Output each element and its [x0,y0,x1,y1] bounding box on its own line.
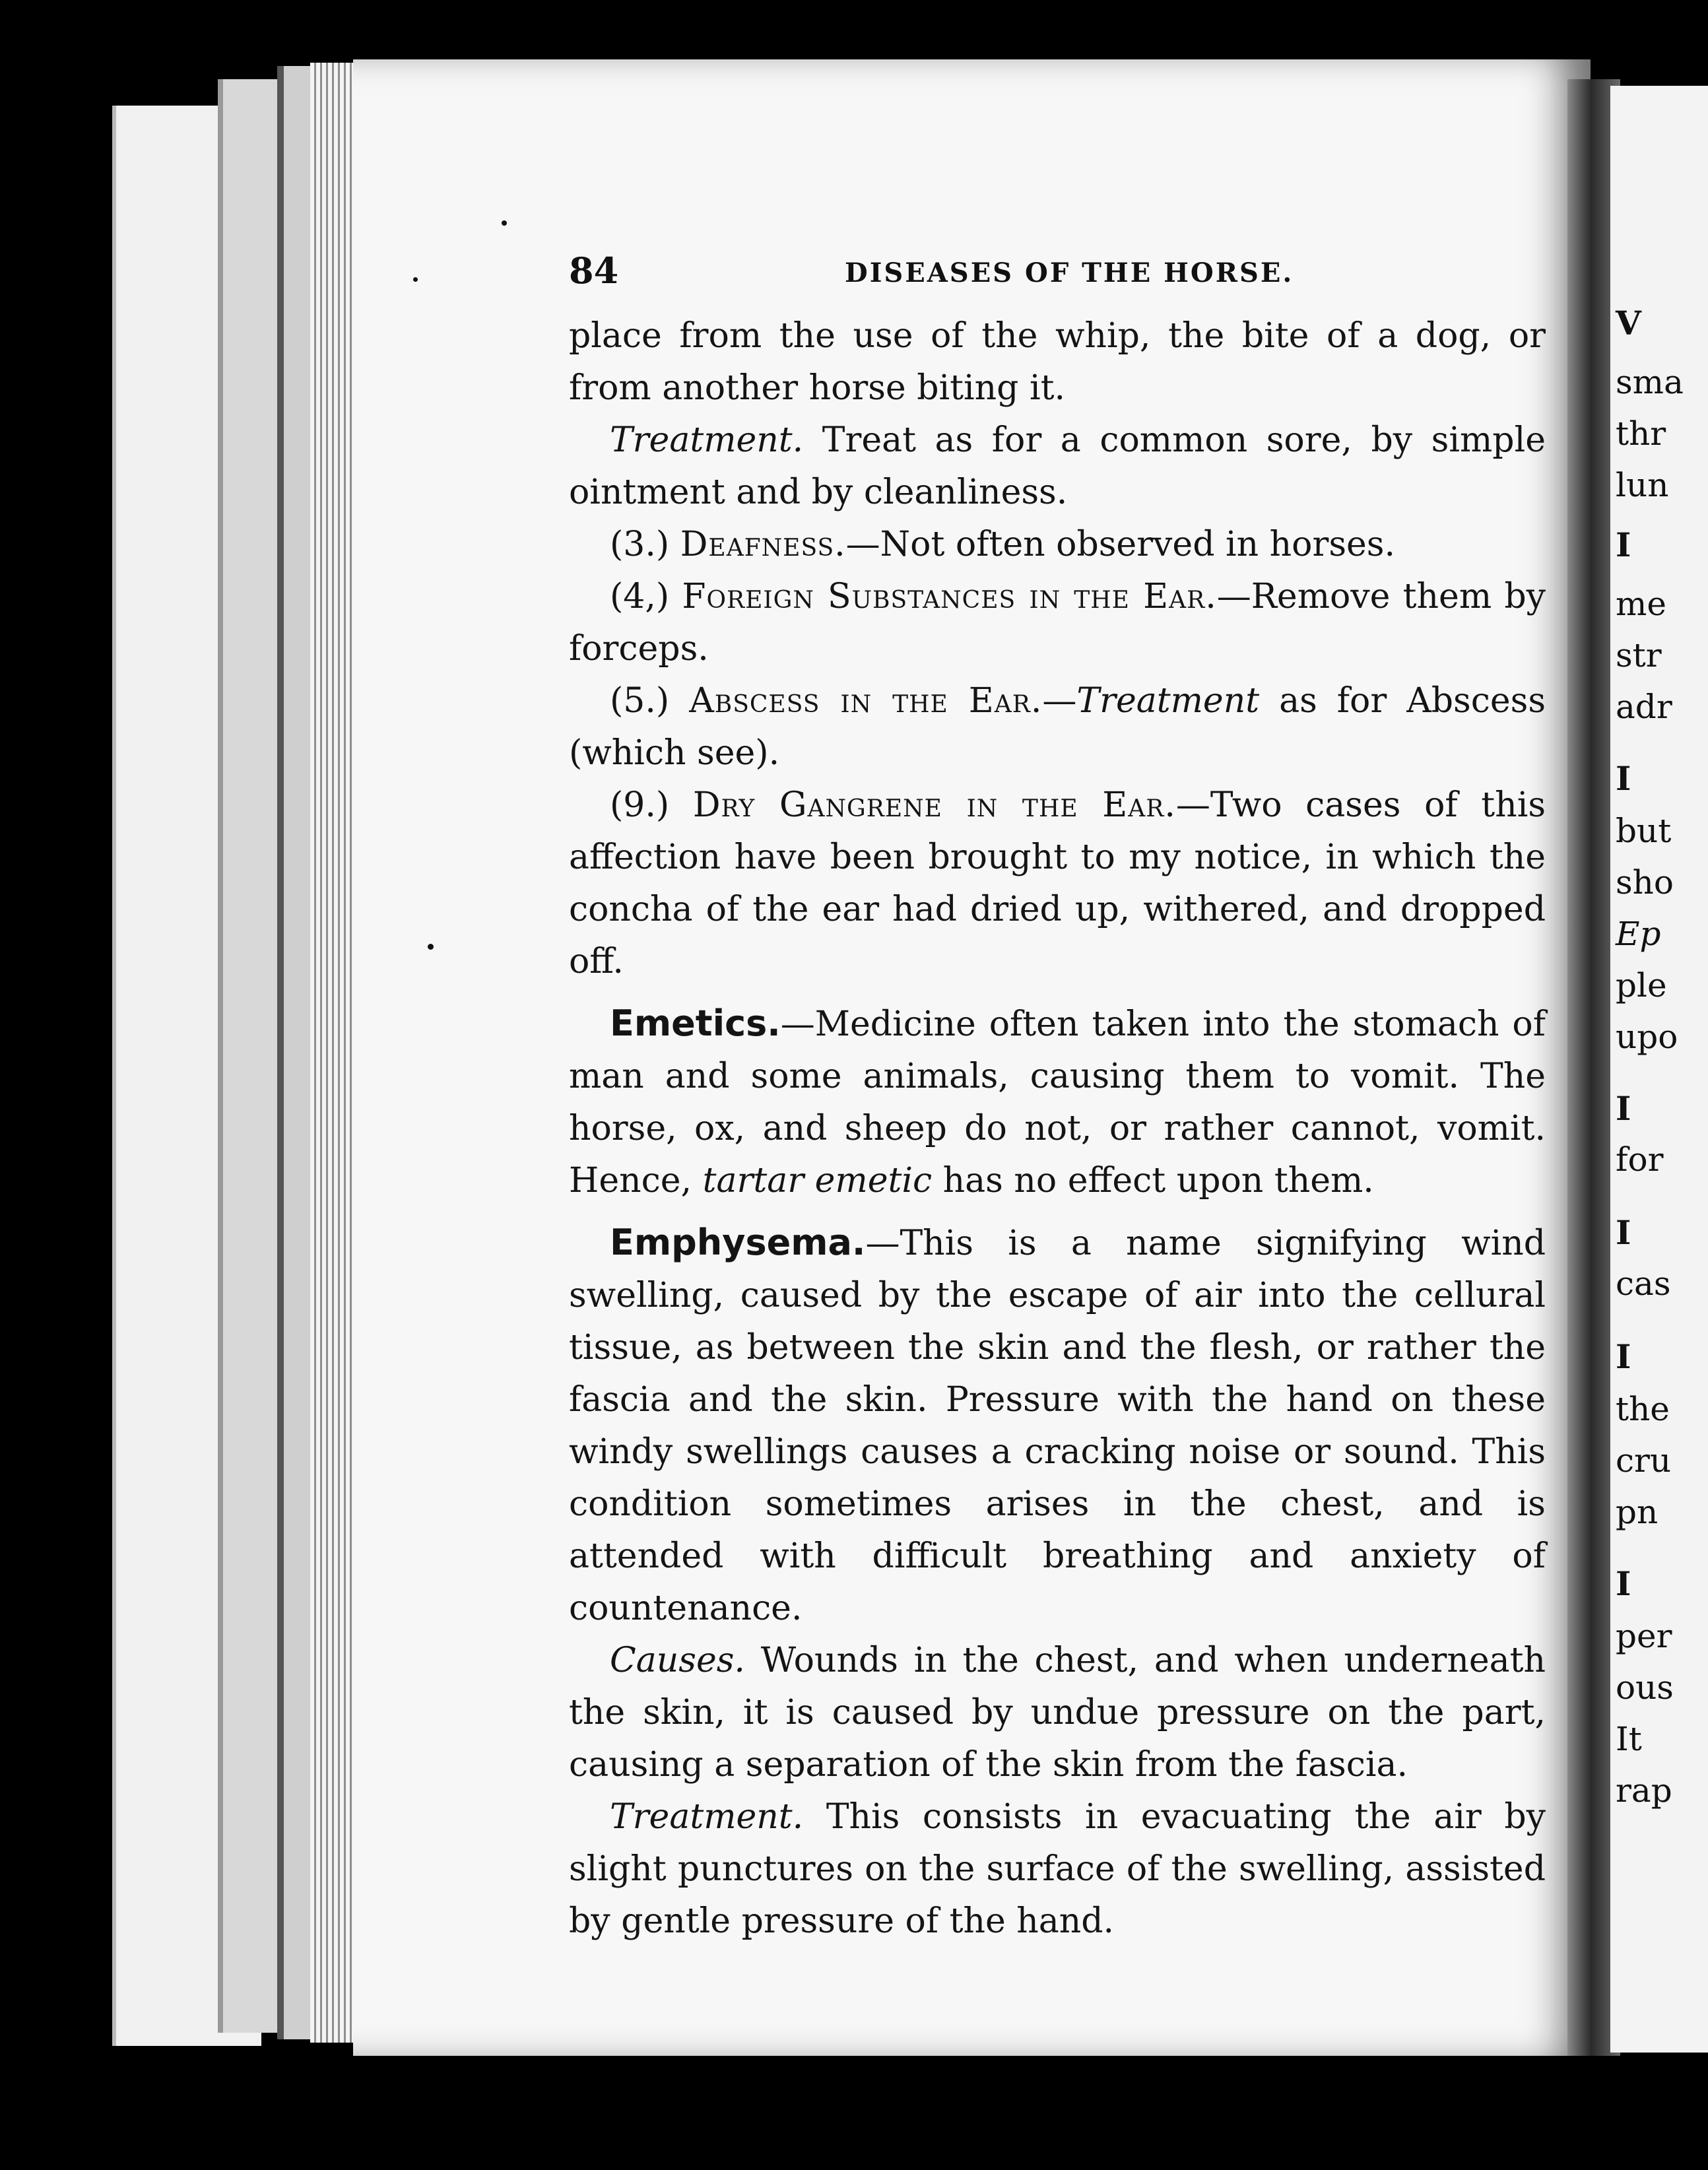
treatment-label: Treatment. [610,1797,804,1837]
scan-speck [413,277,418,282]
page-stack-edges [310,63,356,2043]
paragraph-text: —Medicine often taken into the stomach of man and some animals, causing them to vomit. The horse, ox, and sheep do not, or rather cannot, vomit. Hence, [569,1004,1546,1200]
treatment-label: Treatment [1076,681,1260,721]
paragraph [569,1791,1546,1948]
paragraph-text: Treat as for a common sore, by simple ointment and by cleanliness. [569,420,1546,512]
paragraph-text: —Remove them by forceps. [569,577,1546,669]
entry-emetics [569,997,1546,1207]
facing-line: pn [1616,1493,1659,1531]
facing-line: I [1616,1089,1631,1128]
facing-line: It [1616,1720,1642,1758]
facing-line: cas [1616,1265,1671,1303]
dash: — [1042,681,1077,721]
page-number: 84 [569,249,619,292]
paragraph-text: as for Abscess (which see). [569,681,1546,773]
facing-line: upo [1616,1018,1678,1056]
entry-heading: Foreign Substances in the Ear. [682,577,1217,616]
facing-line: sma [1616,363,1684,401]
facing-line: I [1616,1564,1631,1603]
paragraph [569,779,1546,988]
facing-line: lun [1616,466,1669,504]
facing-line: rap [1616,1771,1672,1810]
paragraph-text: Wounds in the chest, and when underneath the skin, it is caused by undue pressure on the part, causing a separation of the skin from the fascia. [569,1641,1546,1785]
facing-line: adr [1616,688,1672,726]
paragraph [569,675,1546,779]
scan-speck [428,944,434,950]
entry-heading: Emetics. [610,1003,781,1044]
facing-line: str [1616,636,1662,674]
facing-line: sho [1616,863,1674,902]
entry-number: (3.) [610,525,680,564]
italic-term: tartar emetic [702,1161,933,1200]
facing-line: V [1616,304,1641,343]
facing-page [1610,86,1708,2053]
facing-line: I [1616,759,1631,798]
scan-speck [502,220,507,226]
entry-heading: Dry Gangrene in the Ear. [692,785,1176,825]
entry-number: (4,) [610,577,682,616]
causes-label: Causes. [610,1641,745,1680]
entry-heading: Emphysema. [610,1222,866,1263]
paragraph-text: —Two cases of this affection have been brought to my notice, in which the concha of the ear had dried up, withered, and dropped off. [569,785,1546,981]
paragraph-text: place from the use of the whip, the bite of a dog, or from another horse biting it. [569,316,1546,408]
facing-line: I [1616,1213,1631,1252]
facing-line: thr [1616,414,1666,453]
running-head: DISEASES OF THE HORSE. [845,257,1294,288]
paragraph-text: —This is a name signifying wind swelling, caused by the escape of air into the cellural tissue, as between the skin and the flesh, or rather the fascia and the skin. Pressure with the hand on these windy swellings causes a cracking noise or sound. This condition sometimes arises in the chest, and is attended with difficult breathing and anxiety of countenance. [569,1224,1546,1628]
facing-line: I [1616,1337,1631,1376]
facing-line: me [1616,585,1667,623]
entry-emphysema [569,1216,1546,1635]
facing-line: Ep [1616,915,1661,953]
paragraph-text: has no effect upon them. [932,1161,1374,1200]
facing-line: but [1616,812,1672,850]
paragraph [569,1635,1546,1791]
paragraph [569,310,1546,414]
facing-line: for [1616,1140,1664,1179]
facing-line: cru [1616,1441,1672,1480]
paragraph-text: This consists in evacuating the air by slight punctures on the surface of the swelling, assisted by gentle pressure of the hand. [569,1797,1546,1941]
paragraph [569,519,1546,571]
facing-line: the [1616,1390,1670,1428]
paragraph [569,571,1546,675]
entry-heading: Abscess in the Ear. [689,681,1043,721]
facing-line: ous [1616,1668,1674,1707]
entry-number: (9.) [610,785,693,825]
facing-line: ple [1616,966,1667,1004]
entry-heading: Deafness. [680,525,846,564]
facing-line: per [1616,1617,1672,1655]
page-header [569,249,1546,296]
facing-line: I [1616,525,1631,564]
treatment-label: Treatment. [610,420,804,460]
paragraph [569,414,1546,519]
page-body [569,310,1546,1948]
entry-number: (5.) [610,681,690,721]
paragraph-text: —Not often observed in horses. [845,525,1396,564]
